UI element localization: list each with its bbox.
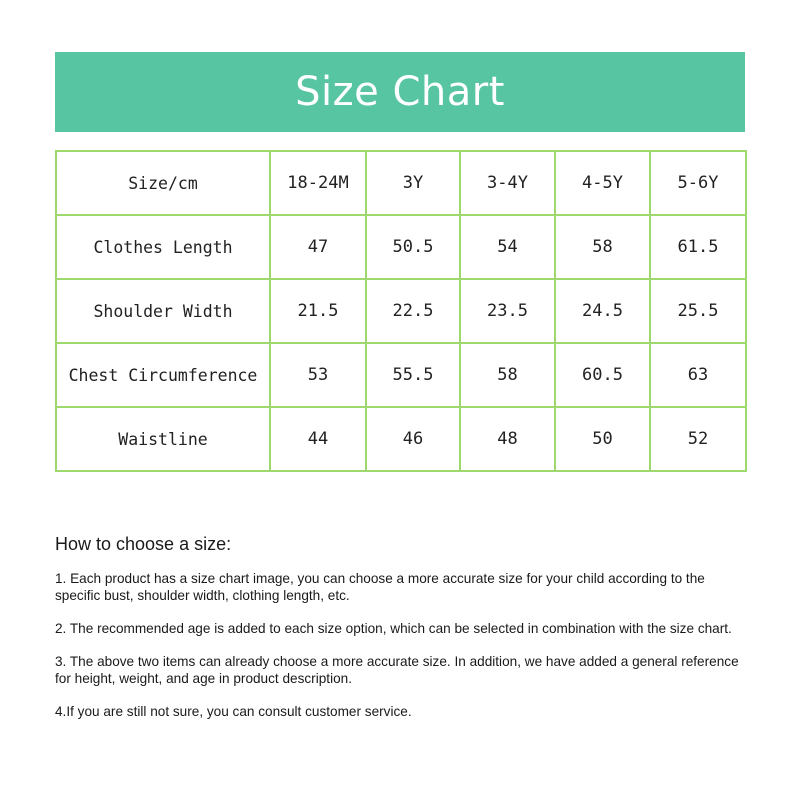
table-cell: 23.5: [460, 279, 555, 343]
size-chart-banner: [55, 52, 745, 132]
guide-item-2: 2. The recommended age is added to each size option, which can be selected in combination with the size chart.: [55, 621, 732, 636]
table-cell: 50: [555, 407, 650, 471]
table-cell: 22.5: [366, 279, 460, 343]
row-label: Chest Circumference: [56, 343, 270, 407]
row-label: Shoulder Width: [56, 279, 270, 343]
header-cell-18-24m: 18-24M: [270, 151, 366, 215]
header-cell-size-unit: Size/cm: [56, 151, 270, 215]
guide-item-1: 1. Each product has a size chart image, you can choose a more accurate size for your child according to the specific bust, shoulder width, clothing length, etc.: [55, 571, 705, 603]
table-cell: 52: [650, 407, 746, 471]
guide-heading: How to choose a size:: [55, 534, 232, 554]
header-cell-3-4y: 3-4Y: [460, 151, 555, 215]
table-cell: 60.5: [555, 343, 650, 407]
table-row-clothes-length: [56, 215, 746, 279]
table-cell: 24.5: [555, 279, 650, 343]
table-row-chest-circumference: [56, 343, 746, 407]
row-label: Waistline: [56, 407, 270, 471]
table-cell: 58: [460, 343, 555, 407]
header-cell-5-6y: 5-6Y: [650, 151, 746, 215]
table-cell: 21.5: [270, 279, 366, 343]
table-cell: 44: [270, 407, 366, 471]
table-cell: 47: [270, 215, 366, 279]
table-cell: 61.5: [650, 215, 746, 279]
size-guide: [55, 532, 745, 736]
guide-item-4: 4.If you are still not sure, you can consult customer service.: [55, 704, 412, 719]
table-cell: 46: [366, 407, 460, 471]
table-cell: 63: [650, 343, 746, 407]
table-cell: 48: [460, 407, 555, 471]
banner-title: Size Chart: [295, 69, 505, 115]
row-label: Clothes Length: [56, 215, 270, 279]
size-table: [55, 150, 747, 472]
guide-item-3: 3. The above two items can already choose a more accurate size. In addition, we have added a general reference for height, weight, and age in product description.: [55, 654, 739, 686]
header-cell-3y: 3Y: [366, 151, 460, 215]
table-row-shoulder-width: [56, 279, 746, 343]
table-header-row: [56, 151, 746, 215]
header-cell-4-5y: 4-5Y: [555, 151, 650, 215]
table-cell: 50.5: [366, 215, 460, 279]
table-cell: 53: [270, 343, 366, 407]
table-cell: 58: [555, 215, 650, 279]
table-cell: 25.5: [650, 279, 746, 343]
table-row-waistline: [56, 407, 746, 471]
table-cell: 55.5: [366, 343, 460, 407]
table-cell: 54: [460, 215, 555, 279]
